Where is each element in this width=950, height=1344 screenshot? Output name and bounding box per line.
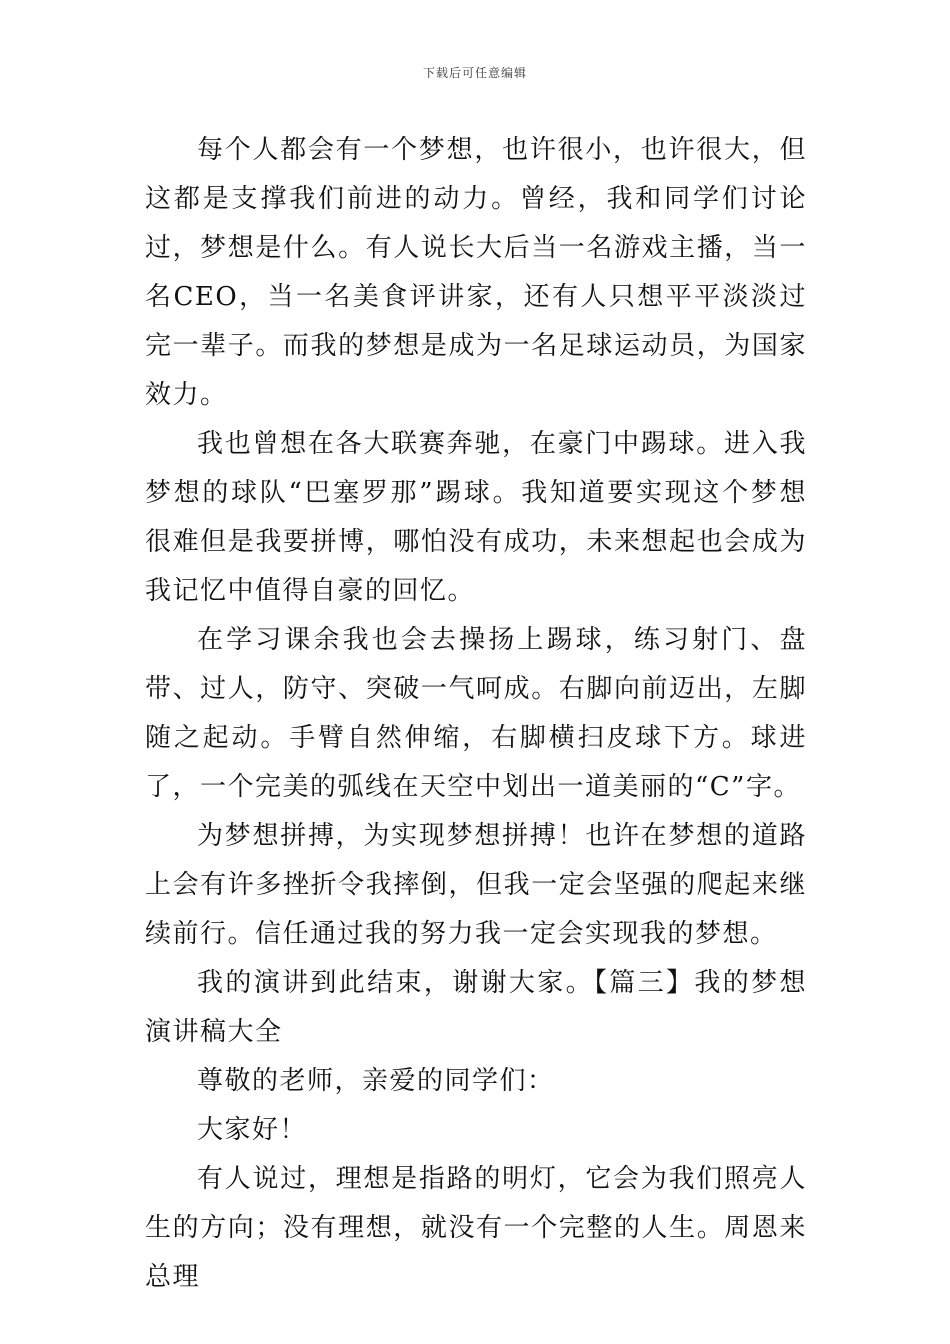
paragraph: 我也曾想在各大联赛奔驰，在豪门中踢球。进入我梦想的球队“巴塞罗那”踢球。我知道要实现这个梦想很难但是我要拼博，哪怕没有成功，未来想起也会成为我记忆中值得自豪的回忆。 bbox=[145, 429, 807, 606]
paragraph: 在学习课余我也会去操扬上踢球，练习射门、盘带、过人，防守、突破一气呵成。右脚向前迈出，左脚随之起动。手臂自然伸缩，右脚横扫皮球下方。球进了，一个完美的弧线在天空中划出一道美丽的“C”字。 bbox=[145, 625, 807, 802]
paragraph: 大家好！ bbox=[197, 1115, 308, 1145]
document-body bbox=[145, 126, 807, 1302]
paragraph: 每个人都会有一个梦想，也许很小，也许很大，但这都是支撑我们前进的动力。曾经，我和同学们讨论过，梦想是什么。有人说长大后当一名游戏主播，当一名CEO，当一名美食评讲家，还有人只想平平淡淡过完一辈子。而我的梦想是成为一名足球运动员，为国家效力。 bbox=[145, 135, 807, 410]
page-header: 下载后可任意编辑 bbox=[422, 66, 527, 80]
paragraph: 为梦想拼搏，为实现梦想拼搏！也许在梦想的道路上会有许多挫折令我摔倒，但我一定会坚强的爬起来继续前行。信任通过我的努力我一定会实现我的梦想。 bbox=[145, 821, 807, 949]
paragraph: 尊敬的老师，亲爱的同学们： bbox=[197, 1066, 555, 1096]
paragraph: 有人说过，理想是指路的明灯，它会为我们照亮人生的方向；没有理想，就没有一个完整的人生。周恩来总理 bbox=[145, 1164, 807, 1292]
paragraph: 我的演讲到此结束，谢谢大家。【篇三】我的梦想演讲稿大全 bbox=[145, 968, 807, 1047]
